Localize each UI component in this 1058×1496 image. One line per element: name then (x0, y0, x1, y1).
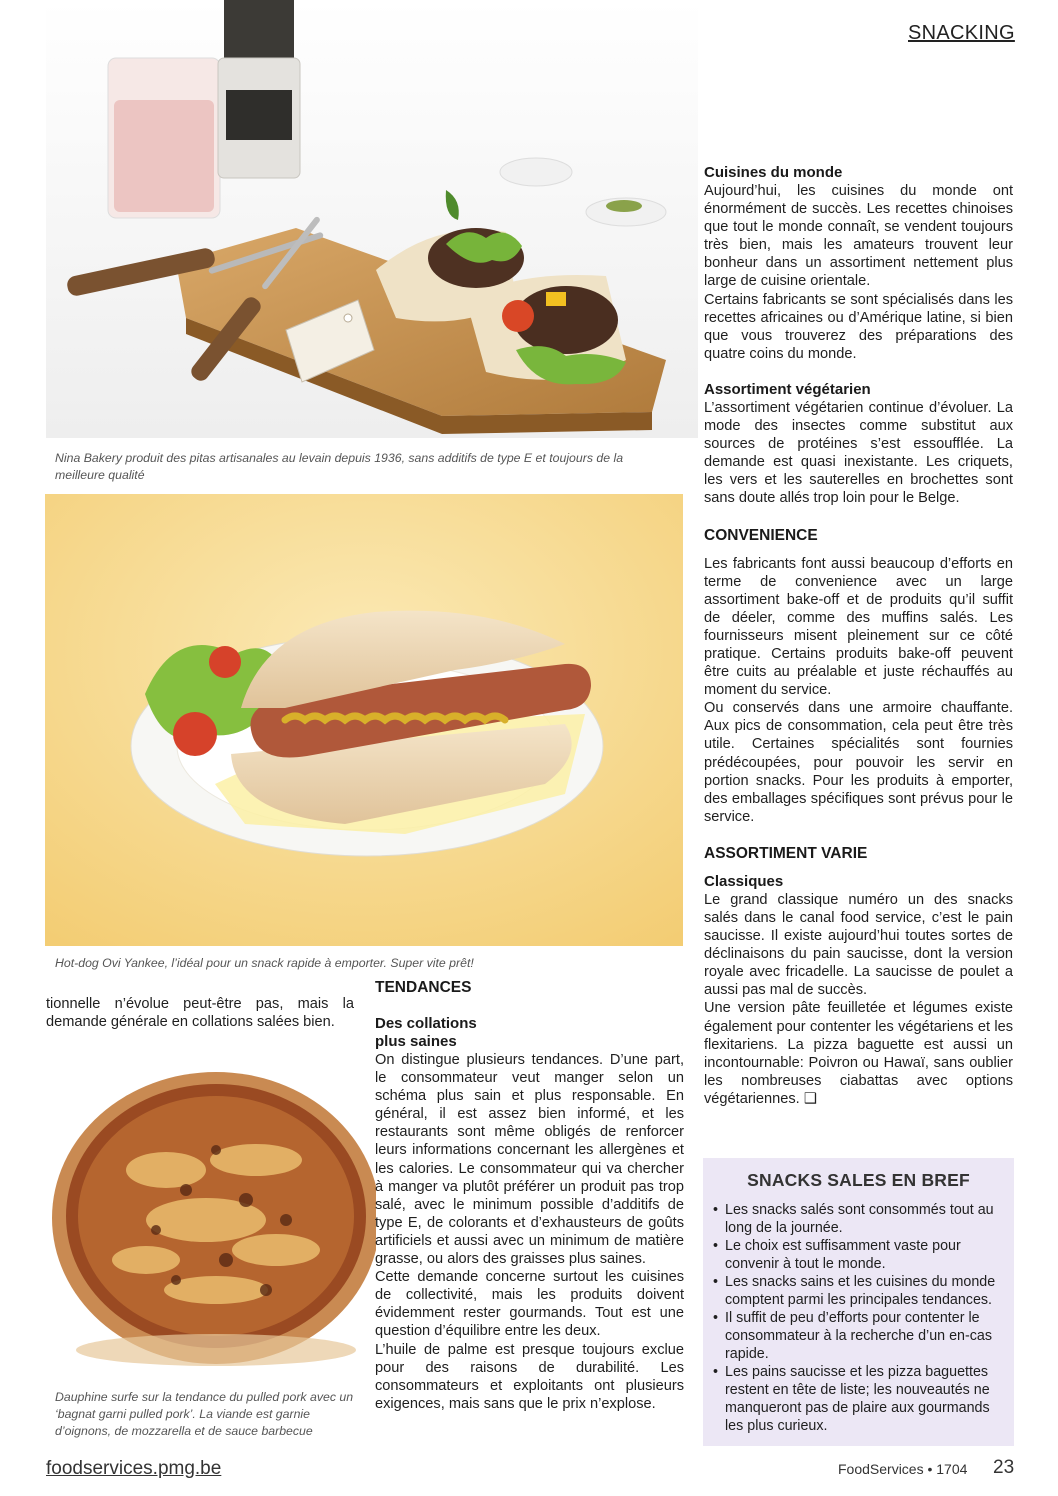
classiques-p2 (704, 999, 1013, 1108)
convenience-p1: Les fabricants font aussi beaucoup d’efforts en terme de convenience avec un large assortiment bake-off et de produits qu’il suffit de déeler, comme des muffins salés. Les fournisseurs misent pleinement sur ce côté pratique. Certains produits bake-off peuvent être cuits au préalable et juste réchauffés au moment du service. (704, 555, 1013, 699)
summary-item: • Les snacks sains et les cuisines du monde comptent parmi les principales tendances. (719, 1273, 1000, 1309)
summary-list (703, 1201, 1014, 1435)
hotdog-caption: Hot-dog Ovi Yankee, l’idéal pour un snack rapide à emporter. Super vite prêt! (55, 956, 474, 970)
pita-caption: Nina Bakery produit des pitas artisanales au levain depuis 1936, sans additifs de type E et toujours de la meilleure qualité (55, 451, 624, 482)
hotdog-illustration (45, 494, 683, 946)
end-mark: ❑ (803, 1090, 817, 1107)
summary-title: SNACKS SALES EN BREF (747, 1170, 970, 1190)
convenience-p2: Ou conservés dans une armoire chauffante. Aux pics de consommation, cela peut être très utile. Certaines spécialités sont fournies prédécoupées, pour pouvoir les servir en portion snacks. Pour les produits à emporter, des emballages spécifiques sont prévus pour le service. (704, 700, 1013, 825)
tendances-p3: L’huile de palme est presque toujours exclue pour des raisons de durabilité. Les consommateurs et exploitants ont plusieurs exigences, mais sans que le prix n’explose. (375, 1341, 684, 1412)
right-column (704, 164, 1013, 1108)
cuisines-p2: Certains fabricants se sont spécialisés dans les recettes africaines ou d’Amérique latine, si bien que vous trouverez des préparations des quatre coins du monde. (704, 291, 1013, 362)
left-column-text (46, 995, 354, 1031)
pita-illustration (46, 0, 698, 438)
summary-box (703, 1158, 1014, 1446)
middle-column (375, 978, 684, 1413)
summary-item: • Le choix est suffisamment vaste pour convenir à tout le monde. (719, 1237, 1000, 1273)
classiques-p1: Le grand classique numéro un des snacks salés dans le canal food service, c’est le pain saucisse. Il existe aujourd’hui toutes sortes de déclinaisons du pain saucisse, dont la version royale avec fricadelle. La saucisse de poulet a aussi pas mal de succès. (704, 891, 1013, 999)
tendances-heading: TENDANCES (375, 979, 472, 996)
cuisines-heading: Cuisines du monde (704, 164, 843, 181)
hotdog-photo (45, 494, 683, 946)
left-continuation: tionnelle n’évolue peut-être pas, mais la demande générale en collations salées bien. (46, 996, 354, 1031)
convenience-heading: CONVENIENCE (704, 526, 818, 544)
pizza-photo (46, 1050, 376, 1380)
pizza-illustration (46, 1050, 376, 1380)
summary-item: • Les snacks salés sont consommés tout au long de la journée. (719, 1201, 1000, 1237)
tendances-p1: On distingue plusieurs tendances. D’une part, le consommateur veut manger selon un schéma plus sain et plus responsable. En général, il est assez bien informé, et les restaurants sont même obligés de renforcer leurs informations concernant les allergènes et les calories. Le consommateur qui va chercher à manger va plutôt préférer un produit pas trop salé, avec le minimum possible d’additifs de type E, de colorants et d’exhausteurs de goûts artificiels et aussi avec un minimum de matière grasse, ou alors des graisses plus saines. (375, 1052, 684, 1268)
classiques-heading: Classiques (704, 872, 784, 890)
tendances-p2: Cette demande concerne surtout les cuisines de collectivité, mais les produits doivent évidemment rester gourmands. Tout est une question d’équilibre entre les deux. (375, 1269, 684, 1340)
pita-photo (46, 0, 698, 438)
page-number: 23 (993, 1457, 1015, 1478)
summary-item: • Il suffit de peu d’efforts pour contenter le consommateur à la recherche d’un en-cas rapide. (719, 1309, 1000, 1363)
collations-heading: Des collations plus saines (375, 1015, 477, 1050)
summary-item: • Les pains saucisse et les pizza baguettes restent en tête de liste; les nouveautés ne manqueront pas de plaire aux gourmands les plus curieux. (719, 1363, 1000, 1435)
vegetarien-heading: Assortiment végétarien (704, 380, 871, 398)
cuisines-p1: Aujourd’hui, les cuisines du monde ont énormément de succès. Les recettes chinoises que tout le monde connaît, se vendent toujours très bien, mais les amateurs trouvent leur bonheur dans un assortiment nettement plus large de cuisine orientale. (704, 183, 1013, 290)
classiques-p2-text: Une version pâte feuilletée et légumes existe également pour contenter les végétariens et les flexitariens. La pizza baguette est aussi un incontournable: Poivron ou Hawaï, sans oublier les nombreuses ciabattas avec options végétariennes. (704, 1000, 1013, 1107)
assortiment-heading: ASSORTIMENT VARIE (704, 844, 868, 862)
pizza-caption: Dauphine surfe sur la tendance du pulled pork avec un ‘bagnat garni pulled pork’. La viande est garnie d’oignons, de mozzarella et de sauce barbecue (55, 1390, 354, 1438)
vegetarien-p: L’assortiment végétarien continue d’évoluer. La mode des insectes comme substitut aux sources de protéines s’est essoufflée. La demande est quasi inexistante. Les criquets, les vers et les sauterelles en brochettes sont sans doute allés trop loin pour le Belge. (704, 399, 1013, 507)
footer-publication: FoodServices • 1704 (838, 1461, 968, 1477)
footer-website-link[interactable]: foodservices.pmg.be (46, 1458, 222, 1479)
section-label: SNACKING (908, 22, 1015, 44)
